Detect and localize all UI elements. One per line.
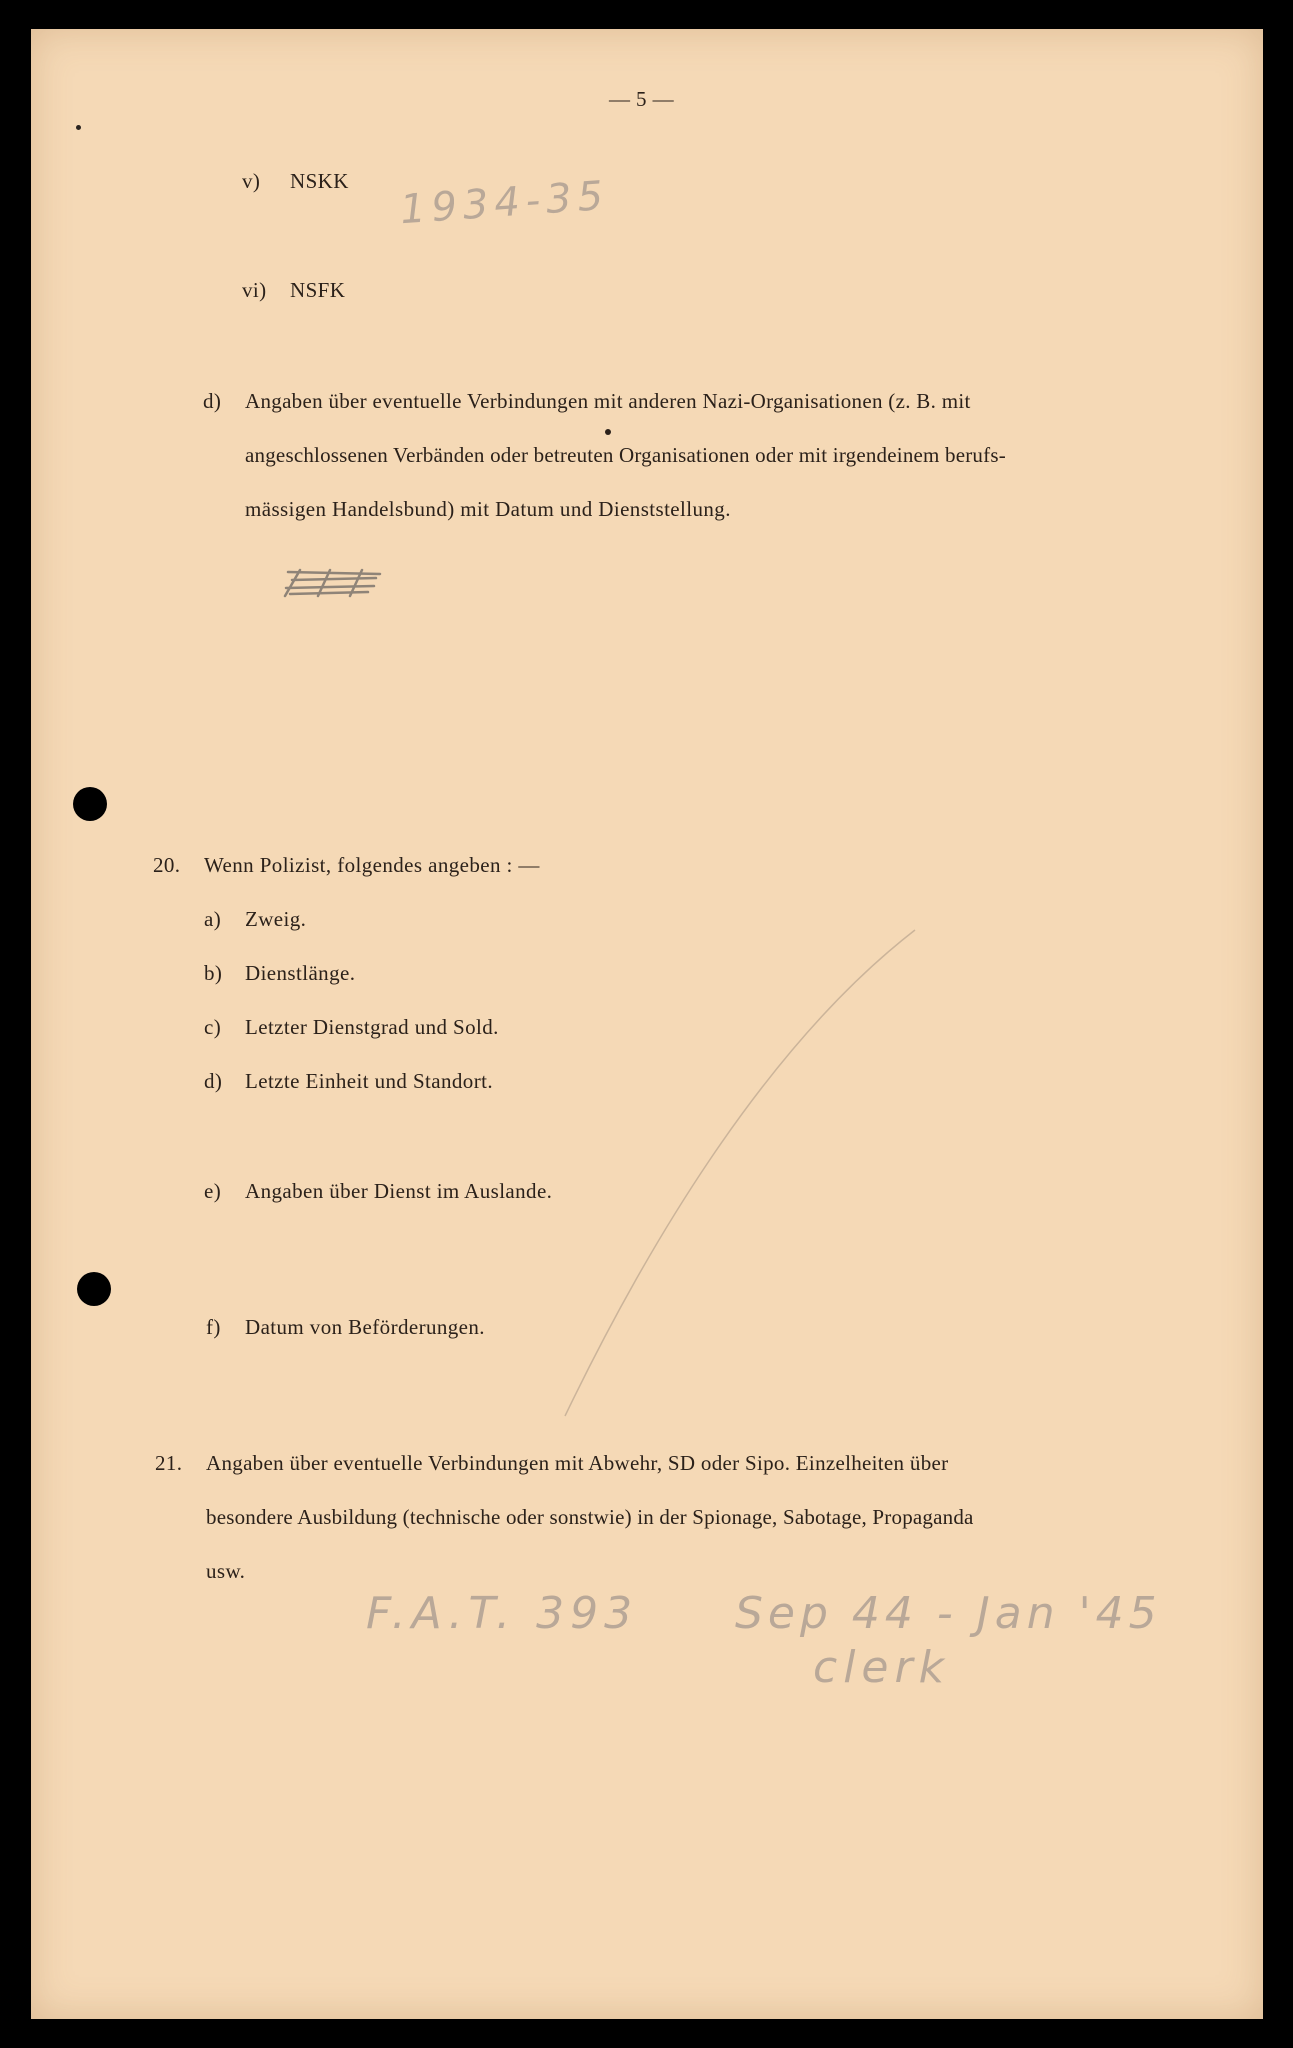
diagonal-pencil-line <box>565 930 915 1416</box>
q20-f-label: f) <box>206 1315 221 1339</box>
q20-text: Wenn Polizist, folgendes angeben : — <box>204 853 540 877</box>
q21-line-1: Angaben über eventuelle Verbindungen mit Abwehr, SD oder Sipo. Einzelheiten über <box>206 1451 949 1475</box>
item-v-label: v) <box>242 169 261 193</box>
item-vi-label: vi) <box>242 278 267 302</box>
item-d-line-1: Angaben über eventuelle Verbindungen mit anderen Nazi-Organisationen (z. B. mit <box>245 389 971 413</box>
q20-a-text: Zweig. <box>245 907 307 931</box>
item-v-text: NSKK <box>290 169 349 193</box>
item-d-line-2: angeschlossenen Verbänden oder betreuten Organisationen oder mit irgendeinem berufs- <box>245 443 1006 467</box>
q20-c-label: c) <box>204 1015 222 1039</box>
q20-d-text: Letzte Einheit und Standort. <box>245 1069 493 1093</box>
q20-number: 20. <box>153 853 181 877</box>
item-d-line-3: mässigen Handelsbund) mit Datum und Dienststellung. <box>245 497 731 521</box>
q21-line-3: usw. <box>206 1559 246 1583</box>
q20-a-label: a) <box>204 907 222 931</box>
q20-c-text: Letzter Dienstgrad und Sold. <box>245 1015 499 1039</box>
handwritten-role: clerk <box>813 1642 951 1693</box>
handwritten-period: Sep 44 - Jan '45 <box>735 1588 1162 1639</box>
q20-d-label: d) <box>204 1069 223 1093</box>
q20-f-text: Datum von Beförderungen. <box>245 1315 485 1339</box>
q20-e-text: Angaben über Dienst im Auslande. <box>245 1179 553 1203</box>
item-d-label: d) <box>203 389 222 413</box>
q20-e-label: e) <box>204 1179 222 1203</box>
q20-b-text: Dienstlänge. <box>245 961 356 985</box>
q20-b-label: b) <box>204 961 223 985</box>
q21-number: 21. <box>155 1451 183 1475</box>
scribble-mark <box>285 570 380 596</box>
q21-line-2: besondere Ausbildung (technische oder sonstwie) in der Spionage, Sabotage, Propaganda <box>206 1505 974 1529</box>
item-vi-text: NSFK <box>290 278 346 302</box>
page-number: — 5 — <box>609 87 674 111</box>
handwritten-nskk-dates: 1934-35 <box>398 172 611 234</box>
handwritten-fat-unit: F.A.T. 393 <box>366 1588 639 1639</box>
